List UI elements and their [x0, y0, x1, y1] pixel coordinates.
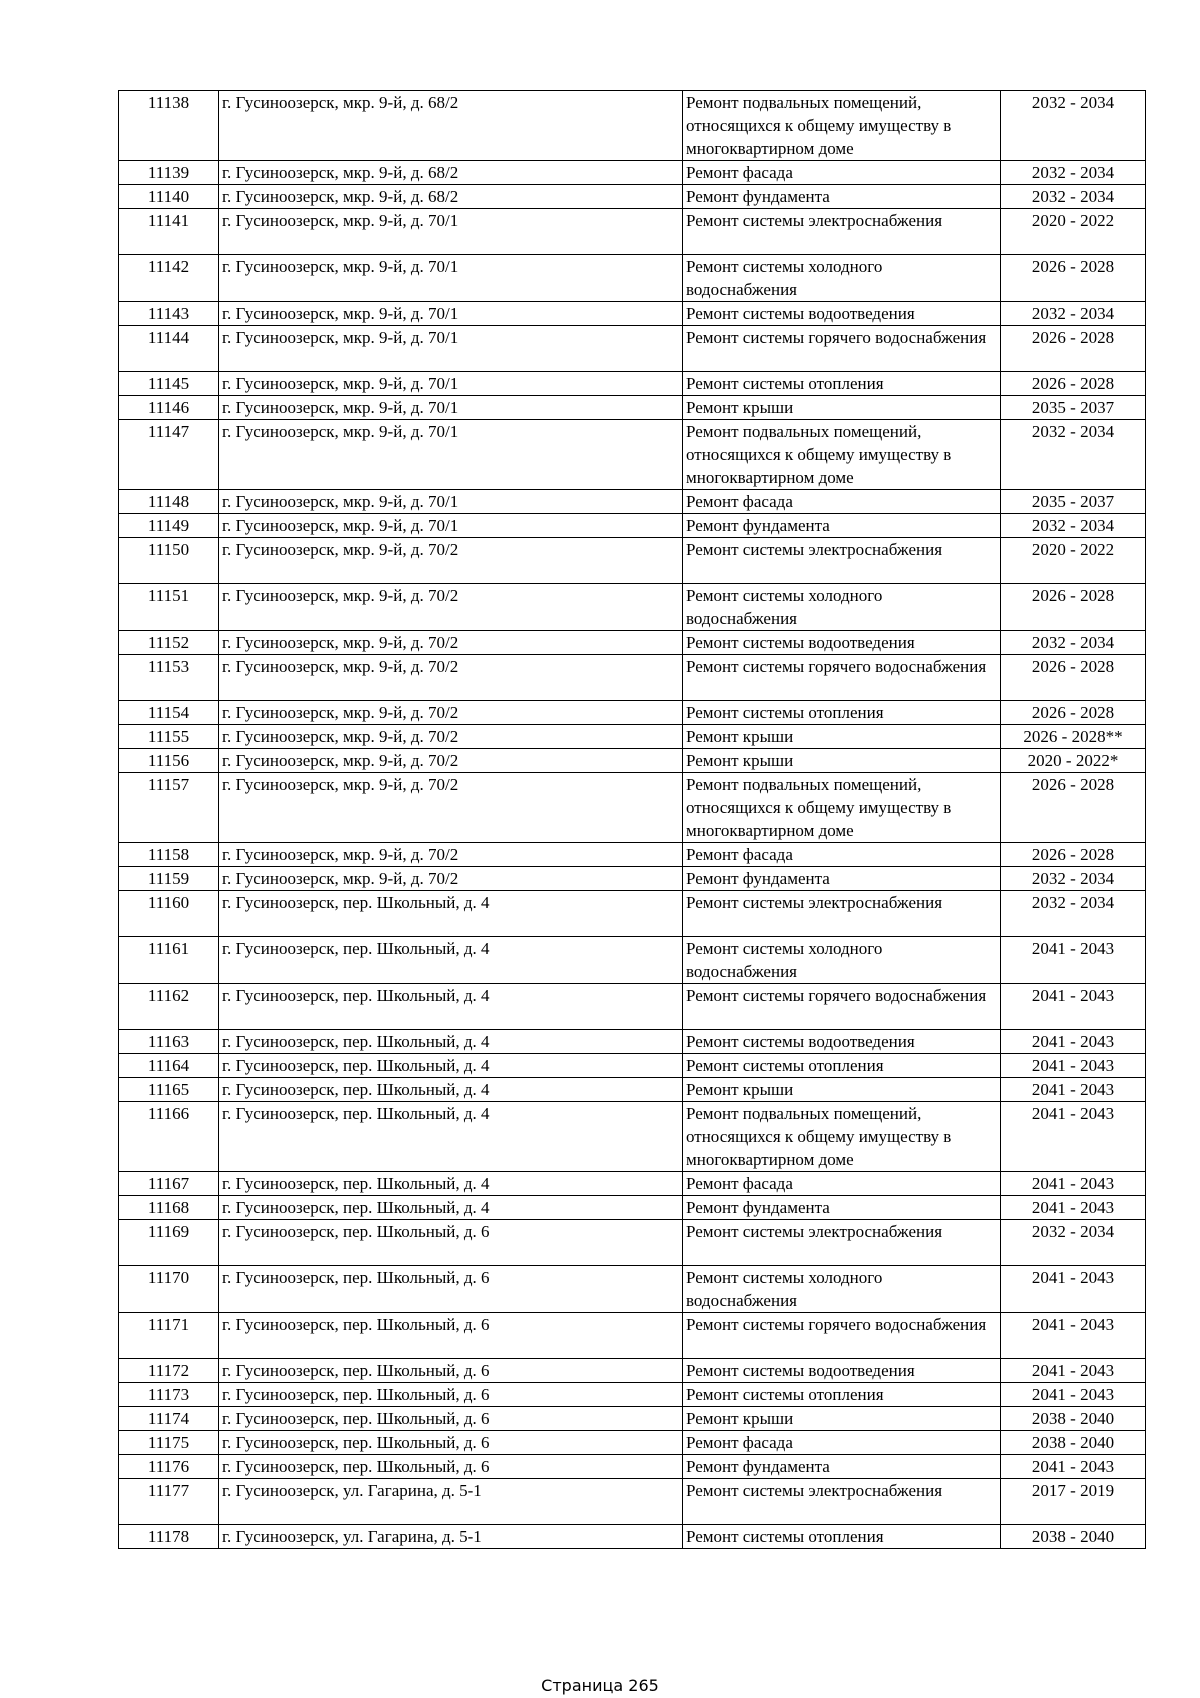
- planned-period-cell: 2041 - 2043: [1001, 1054, 1146, 1078]
- work-type-cell: Ремонт системы водоотведения: [683, 302, 1001, 326]
- planned-period-cell: 2026 - 2028: [1001, 773, 1146, 843]
- address-cell: г. Гусиноозерск, мкр. 9-й, д. 70/2: [219, 655, 683, 701]
- table-row: [119, 255, 1146, 302]
- planned-period-cell: 2026 - 2028: [1001, 843, 1146, 867]
- row-number: 11178: [119, 1525, 219, 1549]
- table-row: [119, 584, 1146, 631]
- address-cell: г. Гусиноозерск, пер. Школьный, д. 6: [219, 1431, 683, 1455]
- table-body: [119, 91, 1146, 1549]
- row-number: 11146: [119, 396, 219, 420]
- row-number: 11154: [119, 701, 219, 725]
- address-cell: г. Гусиноозерск, мкр. 9-й, д. 70/1: [219, 326, 683, 372]
- work-type-cell: Ремонт фундамента: [683, 514, 1001, 538]
- table-row: [119, 396, 1146, 420]
- page-number: Страница 265: [541, 1676, 659, 1695]
- row-number: 11175: [119, 1431, 219, 1455]
- table-row: [119, 701, 1146, 725]
- address-cell: г. Гусиноозерск, мкр. 9-й, д. 70/2: [219, 867, 683, 891]
- row-number: 11174: [119, 1407, 219, 1431]
- address-cell: г. Гусиноозерск, пер. Школьный, д. 4: [219, 937, 683, 984]
- table-row: [119, 1383, 1146, 1407]
- planned-period-cell: 2041 - 2043: [1001, 1030, 1146, 1054]
- work-type-cell: Ремонт системы горячего водоснабжения: [683, 326, 1001, 372]
- planned-period-cell: 2038 - 2040: [1001, 1431, 1146, 1455]
- address-cell: г. Гусиноозерск, мкр. 9-й, д. 70/1: [219, 514, 683, 538]
- table-row: [119, 1054, 1146, 1078]
- planned-period-cell: 2020 - 2022*: [1001, 749, 1146, 773]
- address-cell: г. Гусиноозерск, пер. Школьный, д. 4: [219, 1030, 683, 1054]
- work-type-cell: Ремонт системы отопления: [683, 701, 1001, 725]
- row-number: 11149: [119, 514, 219, 538]
- work-type-cell: Ремонт системы холодного водоснабжения: [683, 255, 1001, 302]
- work-type-cell: Ремонт системы водоотведения: [683, 1030, 1001, 1054]
- table-row: [119, 1030, 1146, 1054]
- row-number: 11153: [119, 655, 219, 701]
- table-row: [119, 984, 1146, 1030]
- address-cell: г. Гусиноозерск, ул. Гагарина, д. 5-1: [219, 1525, 683, 1549]
- address-cell: г. Гусиноозерск, мкр. 9-й, д. 70/1: [219, 255, 683, 302]
- work-type-cell: Ремонт системы электроснабжения: [683, 538, 1001, 584]
- row-number: 11157: [119, 773, 219, 843]
- planned-period-cell: 2041 - 2043: [1001, 1196, 1146, 1220]
- planned-period-cell: 2020 - 2022: [1001, 538, 1146, 584]
- row-number: 11142: [119, 255, 219, 302]
- work-type-cell: Ремонт системы водоотведения: [683, 1359, 1001, 1383]
- address-cell: г. Гусиноозерск, мкр. 9-й, д. 70/2: [219, 701, 683, 725]
- row-number: 11170: [119, 1266, 219, 1313]
- planned-period-cell: 2038 - 2040: [1001, 1407, 1146, 1431]
- work-type-cell: Ремонт фасада: [683, 1172, 1001, 1196]
- planned-period-cell: 2041 - 2043: [1001, 1455, 1146, 1479]
- work-type-cell: Ремонт системы электроснабжения: [683, 1479, 1001, 1525]
- work-type-cell: Ремонт системы холодного водоснабжения: [683, 1266, 1001, 1313]
- address-cell: г. Гусиноозерск, мкр. 9-й, д. 70/1: [219, 396, 683, 420]
- table-row: [119, 1102, 1146, 1172]
- table-row: [119, 91, 1146, 161]
- row-number: 11162: [119, 984, 219, 1030]
- planned-period-cell: 2041 - 2043: [1001, 1359, 1146, 1383]
- planned-period-cell: 2032 - 2034: [1001, 514, 1146, 538]
- row-number: 11155: [119, 725, 219, 749]
- work-type-cell: Ремонт фундамента: [683, 1455, 1001, 1479]
- work-type-cell: Ремонт подвальных помещений, относящихся к общему имуществу в многоквартирном доме: [683, 420, 1001, 490]
- planned-period-cell: 2032 - 2034: [1001, 1220, 1146, 1266]
- address-cell: г. Гусиноозерск, мкр. 9-й, д. 70/1: [219, 420, 683, 490]
- work-type-cell: Ремонт крыши: [683, 1407, 1001, 1431]
- planned-period-cell: 2032 - 2034: [1001, 420, 1146, 490]
- planned-period-cell: 2041 - 2043: [1001, 1102, 1146, 1172]
- table-row: [119, 1455, 1146, 1479]
- planned-period-cell: 2032 - 2034: [1001, 161, 1146, 185]
- table-row: [119, 538, 1146, 584]
- address-cell: г. Гусиноозерск, пер. Школьный, д. 6: [219, 1383, 683, 1407]
- work-type-cell: Ремонт системы горячего водоснабжения: [683, 655, 1001, 701]
- planned-period-cell: 2026 - 2028**: [1001, 725, 1146, 749]
- planned-period-cell: 2041 - 2043: [1001, 984, 1146, 1030]
- row-number: 11169: [119, 1220, 219, 1266]
- planned-period-cell: 2032 - 2034: [1001, 185, 1146, 209]
- work-type-cell: Ремонт системы водоотведения: [683, 631, 1001, 655]
- table-row: [119, 1078, 1146, 1102]
- row-number: 11143: [119, 302, 219, 326]
- row-number: 11156: [119, 749, 219, 773]
- address-cell: г. Гусиноозерск, пер. Школьный, д. 6: [219, 1266, 683, 1313]
- planned-period-cell: 2032 - 2034: [1001, 91, 1146, 161]
- planned-period-cell: 2026 - 2028: [1001, 701, 1146, 725]
- work-type-cell: Ремонт системы электроснабжения: [683, 1220, 1001, 1266]
- table-row: [119, 773, 1146, 843]
- planned-period-cell: 2041 - 2043: [1001, 1383, 1146, 1407]
- work-type-cell: Ремонт системы отопления: [683, 1054, 1001, 1078]
- row-number: 11159: [119, 867, 219, 891]
- address-cell: г. Гусиноозерск, мкр. 9-й, д. 70/2: [219, 538, 683, 584]
- table-row: [119, 1220, 1146, 1266]
- row-number: 11173: [119, 1383, 219, 1407]
- planned-period-cell: 2032 - 2034: [1001, 302, 1146, 326]
- row-number: 11166: [119, 1102, 219, 1172]
- work-type-cell: Ремонт фасада: [683, 161, 1001, 185]
- address-cell: г. Гусиноозерск, пер. Школьный, д. 4: [219, 891, 683, 937]
- row-number: 11164: [119, 1054, 219, 1078]
- address-cell: г. Гусиноозерск, мкр. 9-й, д. 70/2: [219, 584, 683, 631]
- address-cell: г. Гусиноозерск, пер. Школьный, д. 4: [219, 1196, 683, 1220]
- row-number: 11145: [119, 372, 219, 396]
- work-type-cell: Ремонт системы отопления: [683, 1383, 1001, 1407]
- row-number: 11177: [119, 1479, 219, 1525]
- row-number: 11168: [119, 1196, 219, 1220]
- row-number: 11150: [119, 538, 219, 584]
- table-row: [119, 937, 1146, 984]
- row-number: 11148: [119, 490, 219, 514]
- planned-period-cell: 2041 - 2043: [1001, 1172, 1146, 1196]
- work-type-cell: Ремонт фасада: [683, 490, 1001, 514]
- table-row: [119, 1172, 1146, 1196]
- address-cell: г. Гусиноозерск, пер. Школьный, д. 4: [219, 984, 683, 1030]
- work-type-cell: Ремонт системы электроснабжения: [683, 209, 1001, 255]
- address-cell: г. Гусиноозерск, мкр. 9-й, д. 70/1: [219, 372, 683, 396]
- planned-period-cell: 2026 - 2028: [1001, 372, 1146, 396]
- address-cell: г. Гусиноозерск, мкр. 9-й, д. 68/2: [219, 161, 683, 185]
- table-row: [119, 326, 1146, 372]
- work-type-cell: Ремонт крыши: [683, 725, 1001, 749]
- address-cell: г. Гусиноозерск, мкр. 9-й, д. 68/2: [219, 91, 683, 161]
- address-cell: г. Гусиноозерск, пер. Школьный, д. 6: [219, 1359, 683, 1383]
- table-row: [119, 655, 1146, 701]
- address-cell: г. Гусиноозерск, мкр. 9-й, д. 70/2: [219, 773, 683, 843]
- planned-period-cell: 2038 - 2040: [1001, 1525, 1146, 1549]
- planned-period-cell: 2026 - 2028: [1001, 255, 1146, 302]
- row-number: 11152: [119, 631, 219, 655]
- row-number: 11165: [119, 1078, 219, 1102]
- row-number: 11172: [119, 1359, 219, 1383]
- address-cell: г. Гусиноозерск, мкр. 9-й, д. 68/2: [219, 185, 683, 209]
- row-number: 11141: [119, 209, 219, 255]
- table-row: [119, 490, 1146, 514]
- work-type-cell: Ремонт крыши: [683, 396, 1001, 420]
- row-number: 11140: [119, 185, 219, 209]
- work-type-cell: Ремонт фундамента: [683, 1196, 1001, 1220]
- table-row: [119, 1407, 1146, 1431]
- table-row: [119, 161, 1146, 185]
- table-row: [119, 891, 1146, 937]
- table-row: [119, 1525, 1146, 1549]
- table-row: [119, 1359, 1146, 1383]
- table-row: [119, 209, 1146, 255]
- row-number: 11161: [119, 937, 219, 984]
- planned-period-cell: 2041 - 2043: [1001, 1266, 1146, 1313]
- table-row: [119, 185, 1146, 209]
- table-row: [119, 1196, 1146, 1220]
- planned-period-cell: 2020 - 2022: [1001, 209, 1146, 255]
- address-cell: г. Гусиноозерск, пер. Школьный, д. 6: [219, 1407, 683, 1431]
- work-type-cell: Ремонт подвальных помещений, относящихся к общему имуществу в многоквартирном доме: [683, 1102, 1001, 1172]
- table-row: [119, 867, 1146, 891]
- address-cell: г. Гусиноозерск, пер. Школьный, д. 4: [219, 1172, 683, 1196]
- planned-period-cell: 2041 - 2043: [1001, 937, 1146, 984]
- row-number: 11176: [119, 1455, 219, 1479]
- address-cell: г. Гусиноозерск, пер. Школьный, д. 4: [219, 1078, 683, 1102]
- table-row: [119, 1479, 1146, 1525]
- work-type-cell: Ремонт фундамента: [683, 867, 1001, 891]
- row-number: 11167: [119, 1172, 219, 1196]
- work-type-cell: Ремонт системы горячего водоснабжения: [683, 1313, 1001, 1359]
- address-cell: г. Гусиноозерск, мкр. 9-й, д. 70/2: [219, 843, 683, 867]
- row-number: 11158: [119, 843, 219, 867]
- planned-period-cell: 2032 - 2034: [1001, 891, 1146, 937]
- work-type-cell: Ремонт фасада: [683, 1431, 1001, 1455]
- work-type-cell: Ремонт фундамента: [683, 185, 1001, 209]
- address-cell: г. Гусиноозерск, мкр. 9-й, д. 70/1: [219, 302, 683, 326]
- address-cell: г. Гусиноозерск, мкр. 9-й, д. 70/2: [219, 725, 683, 749]
- planned-period-cell: 2041 - 2043: [1001, 1078, 1146, 1102]
- table-row: [119, 302, 1146, 326]
- table-row: [119, 749, 1146, 773]
- planned-period-cell: 2032 - 2034: [1001, 631, 1146, 655]
- address-cell: г. Гусиноозерск, пер. Школьный, д. 6: [219, 1455, 683, 1479]
- work-type-cell: Ремонт системы холодного водоснабжения: [683, 937, 1001, 984]
- planned-period-cell: 2035 - 2037: [1001, 396, 1146, 420]
- address-cell: г. Гусиноозерск, пер. Школьный, д. 6: [219, 1220, 683, 1266]
- work-type-cell: Ремонт системы холодного водоснабжения: [683, 584, 1001, 631]
- row-number: 11163: [119, 1030, 219, 1054]
- address-cell: г. Гусиноозерск, пер. Школьный, д. 4: [219, 1054, 683, 1078]
- address-cell: г. Гусиноозерск, мкр. 9-й, д. 70/1: [219, 209, 683, 255]
- work-type-cell: Ремонт подвальных помещений, относящихся к общему имуществу в многоквартирном доме: [683, 91, 1001, 161]
- work-type-cell: Ремонт фасада: [683, 843, 1001, 867]
- row-number: 11147: [119, 420, 219, 490]
- table-row: [119, 1313, 1146, 1359]
- address-cell: г. Гусиноозерск, мкр. 9-й, д. 70/2: [219, 749, 683, 773]
- row-number: 11139: [119, 161, 219, 185]
- work-type-cell: Ремонт системы электроснабжения: [683, 891, 1001, 937]
- table-row: [119, 372, 1146, 396]
- planned-period-cell: 2035 - 2037: [1001, 490, 1146, 514]
- planned-period-cell: 2017 - 2019: [1001, 1479, 1146, 1525]
- planned-period-cell: 2041 - 2043: [1001, 1313, 1146, 1359]
- planned-period-cell: 2026 - 2028: [1001, 655, 1146, 701]
- work-type-cell: Ремонт системы отопления: [683, 372, 1001, 396]
- address-cell: г. Гусиноозерск, пер. Школьный, д. 4: [219, 1102, 683, 1172]
- table-row: [119, 843, 1146, 867]
- row-number: 11151: [119, 584, 219, 631]
- planned-period-cell: 2032 - 2034: [1001, 867, 1146, 891]
- table-row: [119, 1266, 1146, 1313]
- address-cell: г. Гусиноозерск, пер. Школьный, д. 6: [219, 1313, 683, 1359]
- address-cell: г. Гусиноозерск, ул. Гагарина, д. 5-1: [219, 1479, 683, 1525]
- table-row: [119, 420, 1146, 490]
- table-row: [119, 514, 1146, 538]
- planned-period-cell: 2026 - 2028: [1001, 584, 1146, 631]
- address-cell: г. Гусиноозерск, мкр. 9-й, д. 70/2: [219, 631, 683, 655]
- work-type-cell: Ремонт крыши: [683, 1078, 1001, 1102]
- work-type-cell: Ремонт подвальных помещений, относящихся к общему имуществу в многоквартирном доме: [683, 773, 1001, 843]
- row-number: 11171: [119, 1313, 219, 1359]
- repair-schedule-table: [118, 90, 1146, 1549]
- work-type-cell: Ремонт крыши: [683, 749, 1001, 773]
- work-type-cell: Ремонт системы отопления: [683, 1525, 1001, 1549]
- address-cell: г. Гусиноозерск, мкр. 9-й, д. 70/1: [219, 490, 683, 514]
- table-row: [119, 1431, 1146, 1455]
- row-number: 11144: [119, 326, 219, 372]
- row-number: 11138: [119, 91, 219, 161]
- work-type-cell: Ремонт системы горячего водоснабжения: [683, 984, 1001, 1030]
- row-number: 11160: [119, 891, 219, 937]
- table-row: [119, 631, 1146, 655]
- table-row: [119, 725, 1146, 749]
- planned-period-cell: 2026 - 2028: [1001, 326, 1146, 372]
